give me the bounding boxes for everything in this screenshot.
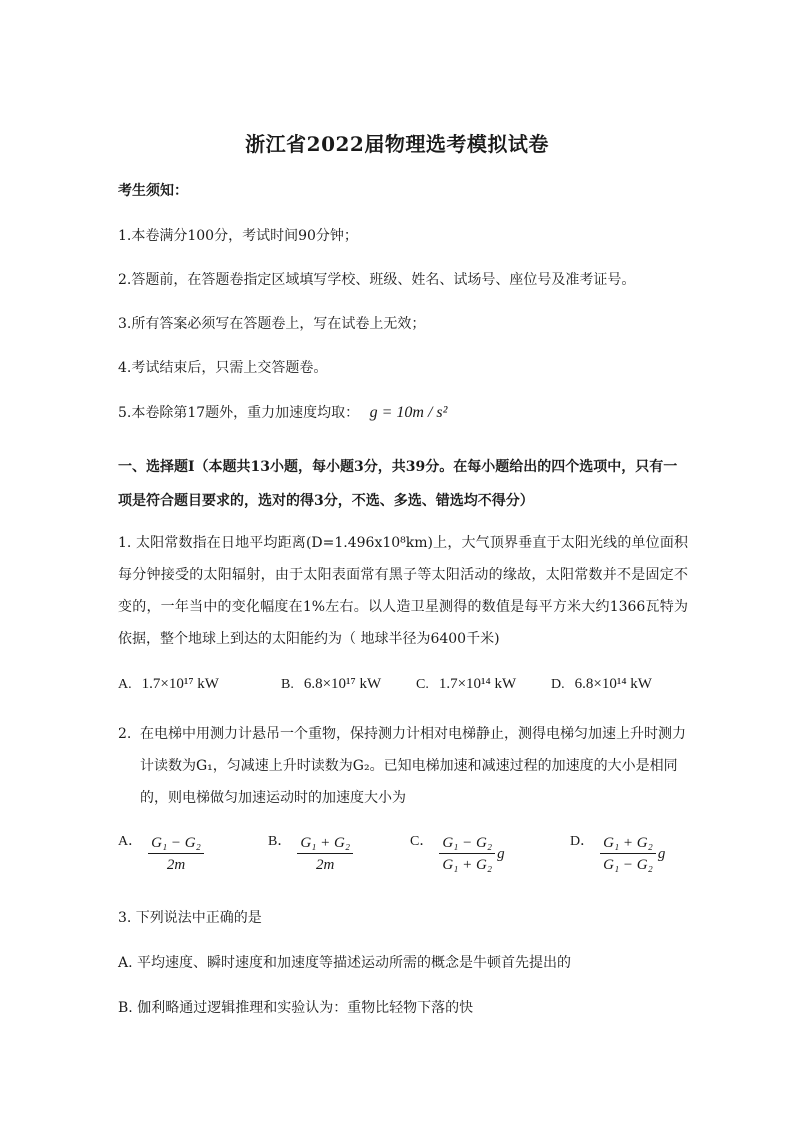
q1-option-d-letter: D. bbox=[551, 677, 565, 692]
q1-option-d-value: 6.8×10¹⁴ kW bbox=[574, 676, 652, 692]
gravity-formula: g = 10m / s² bbox=[369, 404, 448, 421]
q2-option-c-denominator: G₁ + G₂ bbox=[442, 857, 493, 873]
q2-option-c-fraction bbox=[439, 834, 495, 874]
q2-option-d-fraction bbox=[600, 834, 656, 874]
q2-option-d bbox=[570, 834, 665, 874]
q2-option-b-denominator: 2m bbox=[316, 857, 335, 873]
q1-option-a-value: 1.7×10¹⁷ kW bbox=[141, 676, 219, 692]
q1-option-a bbox=[118, 676, 219, 693]
q3-option-a: A. 平均速度、瞬时速度和加速度等描述运动所需的概念是牛顿首先提出的 bbox=[118, 955, 572, 971]
q2-option-b-fraction bbox=[297, 834, 353, 874]
q2-option-c-letter: C． bbox=[410, 834, 434, 849]
q2-option-c-factor: g bbox=[497, 845, 505, 862]
notice-heading: 考生须知： bbox=[118, 183, 188, 199]
q1-option-b-letter: B. bbox=[281, 677, 294, 692]
q1-option-c bbox=[416, 676, 516, 693]
question-3-text: 3. 下列说法中正确的是 bbox=[118, 910, 262, 926]
q1-option-b-value: 6.8×10¹⁷ kW bbox=[303, 676, 382, 692]
notice-item-5 bbox=[118, 402, 447, 422]
q1-option-b bbox=[281, 676, 381, 693]
q1-option-c-letter: C. bbox=[416, 677, 429, 692]
exam-title: 浙江省2022届物理选考模拟试卷 bbox=[245, 132, 549, 156]
q2-option-d-numerator: G₁ + G₂ bbox=[600, 834, 656, 854]
q2-option-b bbox=[268, 834, 353, 874]
q2-option-a-fraction bbox=[148, 834, 204, 874]
question-2-text: 在电梯中用测力计悬吊一个重物，保持测力计相对电梯静止，测得电梯匀加速上升时测力计读数为G₁，匀减速上升时读数为G₂。已知电梯加速和减速过程的加速度的大小是相同的，则电梯做匀加速运动时的加速度大小为 bbox=[140, 726, 686, 806]
q1-option-d bbox=[551, 676, 652, 693]
notice-item-3: 3.所有答案必须写在答题卷上，写在试卷上无效； bbox=[118, 316, 426, 332]
notice-item-2: 2.答题前，在答题卷指定区域填写学校、班级、姓名、试场号、座位号及准考证号。 bbox=[118, 272, 636, 288]
notice-item-5-text: 5.本卷除第17题外，重力加速度均取： bbox=[118, 405, 360, 421]
q2-option-a-denominator: 2m bbox=[166, 857, 186, 873]
q2-option-a-numerator: G₁ − G₂ bbox=[148, 834, 204, 854]
notice-item-4: 4.考试结束后，只需上交答题卷。 bbox=[118, 360, 328, 376]
q2-option-d-factor: g bbox=[657, 845, 666, 862]
q2-option-b-letter: B． bbox=[268, 834, 292, 849]
q2-option-a bbox=[118, 834, 204, 874]
q2-option-d-letter: D． bbox=[570, 834, 595, 849]
question-1-text: 1. 太阳常数指在日地平均距离(D=1.496x10⁸km)上，大气顶界垂直于太阳光线的单位面积每分钟接受的太阳辐射，由于太阳表面常有黑子等太阳活动的缘故，太阳常数并不是固定不变的，一年当中的变化幅度在1%左右。以人造卫星测得的数值是每平方米大约1366瓦特为依据，整个地球上到达的太阳能约为（ 地球半径为6400千米) bbox=[118, 535, 688, 647]
notice-item-1: 1.本卷满分100分，考试时间90分钟； bbox=[118, 228, 358, 244]
q2-option-c bbox=[410, 834, 505, 874]
q1-option-a-letter: A. bbox=[118, 677, 132, 692]
q2-option-c-numerator: G₁ − G₂ bbox=[439, 834, 495, 854]
section-1-heading: 一、选择题Ⅰ（本题共13小题，每小题3分，共39分。在每小题给出的四个选项中，只有一项是符合题目要求的，选对的得3分，不选、多选、错选均不得分） bbox=[118, 459, 678, 509]
q2-option-d-denominator: G₁ − G₂ bbox=[603, 857, 653, 873]
q3-option-b: B. 伽利略通过逻辑推理和实验认为：重物比轻物下落的快 bbox=[118, 1000, 474, 1016]
q2-option-a-letter: A． bbox=[118, 834, 143, 849]
q2-option-b-numerator: G₁ + G₂ bbox=[297, 834, 353, 854]
q2-number: 2. bbox=[118, 726, 132, 742]
q1-option-c-value: 1.7×10¹⁴ kW bbox=[438, 676, 517, 692]
